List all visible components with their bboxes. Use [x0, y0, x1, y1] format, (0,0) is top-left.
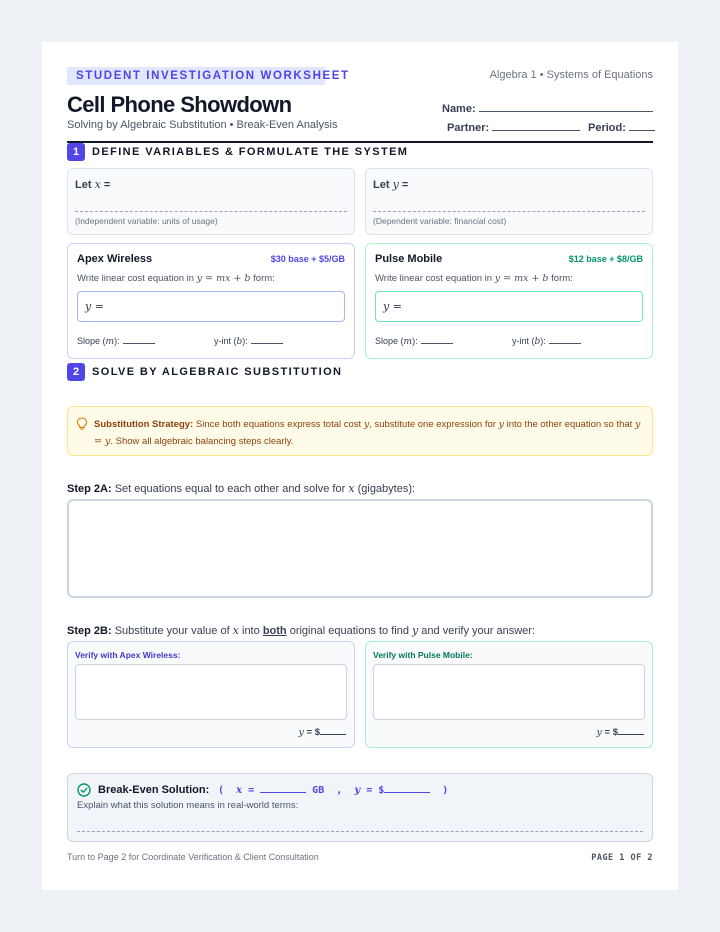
pulse-slope-var: m	[403, 337, 413, 347]
worksheet-page	[42, 42, 678, 890]
period-field[interactable]	[588, 120, 655, 134]
step-2a-label	[67, 482, 415, 495]
section-2-title: SOLVE BY ALGEBRAIC SUBSTITUTION	[92, 366, 343, 378]
period-blank[interactable]	[629, 120, 655, 131]
pulse-slope-suffix: ):	[412, 336, 418, 346]
step-2a-text: Set equations equal to each other and solve for	[114, 483, 346, 495]
let-x-suffix: =	[103, 179, 111, 191]
let-x-label	[75, 178, 110, 191]
verify-pulse-blank[interactable]	[618, 726, 644, 735]
apex-plan-name: Apex Wireless	[77, 253, 153, 265]
let-y-prefix: Let	[373, 179, 390, 191]
result-y-var: y	[354, 785, 361, 796]
worksheet-tag: STUDENT INVESTIGATION WORKSHEET	[67, 67, 325, 85]
apex-instr-prefix: Write linear cost equation in	[77, 273, 195, 284]
apex-yint-suffix: ):	[242, 336, 248, 346]
section-1-number: 1	[67, 143, 85, 161]
period-label: Period:	[588, 122, 626, 134]
result-x-unit: GB	[312, 785, 325, 796]
tip-label: Substitution Strategy:	[94, 419, 194, 430]
verify-apex-result[interactable]	[299, 726, 347, 738]
result-x-blank[interactable]	[260, 784, 306, 793]
result-open-paren: (	[218, 785, 225, 796]
tip-formula: y = y	[94, 419, 641, 447]
pulse-instr-suffix: form:	[551, 273, 573, 284]
verify-pulse-work-area[interactable]	[373, 664, 645, 720]
verify-apex-card	[67, 641, 355, 748]
course-label: Algebra 1 • Systems of Equations	[489, 69, 653, 81]
verify-apex-blank[interactable]	[320, 726, 346, 735]
apex-slope-suffix: ):	[114, 336, 120, 346]
apex-plan-rate: $30 base + $5/GB	[270, 254, 345, 264]
let-x-prefix: Let	[75, 179, 92, 191]
step-2b-var-2: y	[412, 624, 419, 637]
verify-pulse-y-eq: = $	[604, 727, 618, 738]
apex-instr-formula: y = mx + b	[196, 273, 251, 284]
apex-yint-blank[interactable]	[251, 336, 283, 344]
verify-pulse-result[interactable]	[597, 726, 645, 738]
step-2b-emphasis: both	[262, 625, 287, 637]
lightbulb-icon	[76, 417, 88, 431]
verify-pulse-card	[365, 641, 653, 748]
apex-instruction	[77, 273, 275, 284]
result-x-var: x	[236, 785, 243, 796]
pulse-yint-var: b	[534, 337, 541, 347]
pulse-slope-blank[interactable]	[421, 336, 453, 344]
apex-slope-prefix: Slope (	[77, 336, 106, 346]
let-y-line	[373, 211, 645, 212]
let-y-box[interactable]	[365, 168, 653, 235]
name-blank[interactable]	[479, 101, 653, 112]
step-2b-tag: Step 2B:	[67, 625, 112, 637]
tip-var-1: y	[363, 419, 370, 430]
name-label: Name:	[442, 103, 476, 115]
verify-pulse-y-var: y	[596, 727, 602, 738]
tip-text-4: . Show all algebraic balancing steps clearly.	[110, 436, 294, 447]
footer-note: Turn to Page 2 for Coordinate Verification & Client Consultation	[67, 852, 319, 862]
pulse-equation-input[interactable]	[375, 291, 643, 322]
pulse-equation-label: y =	[383, 300, 402, 313]
apex-yint-var: b	[236, 337, 243, 347]
page-number: PAGE 1 OF 2	[591, 853, 653, 863]
result-x-eq: =	[248, 785, 255, 796]
apex-slope-field[interactable]	[77, 336, 155, 347]
apex-equation-input[interactable]	[77, 291, 345, 322]
pulse-plan-card	[365, 243, 653, 359]
page-title: Cell Phone Showdown	[67, 92, 292, 117]
pulse-slope-field[interactable]	[375, 336, 453, 347]
pulse-instruction	[375, 273, 573, 284]
result-coordinate[interactable]	[218, 784, 448, 796]
partner-label: Partner:	[447, 122, 490, 134]
apex-plan-card	[67, 243, 355, 359]
result-y-eq: = $	[366, 785, 385, 796]
step-2a-var: x	[348, 482, 355, 495]
let-x-line	[75, 211, 347, 212]
check-circle-icon	[77, 783, 91, 797]
pulse-instr-formula: y = mx + b	[494, 273, 549, 284]
step-2b-text-1: Substitute your value of	[114, 625, 230, 637]
pulse-yint-blank[interactable]	[549, 336, 581, 344]
apex-equation-label: y =	[85, 300, 104, 313]
step-2b-text-2: into	[242, 625, 260, 637]
page-subtitle: Solving by Algebraic Substitution • Break-Even Analysis	[67, 119, 338, 131]
partner-blank[interactable]	[492, 120, 580, 131]
verify-pulse-label: Verify with Pulse Mobile:	[373, 650, 473, 660]
step-2a-suffix: (gigabytes):	[357, 483, 416, 495]
step-2b-label	[67, 624, 535, 637]
header-divider	[67, 141, 653, 143]
step-2b-text-4: and verify your answer:	[421, 625, 536, 637]
tip-var-2: y	[498, 419, 504, 430]
pulse-plan-rate: $12 base + $8/GB	[568, 254, 643, 264]
pulse-yint-prefix: y-int (	[512, 336, 535, 346]
verify-apex-y-eq: = $	[306, 727, 320, 738]
step-2b-text-3: original equations to find	[289, 625, 409, 637]
section-2-number: 2	[67, 363, 85, 381]
result-y-blank[interactable]	[384, 784, 430, 793]
step-2a-tag: Step 2A:	[67, 483, 112, 495]
let-x-var: x	[94, 178, 101, 191]
substitution-tip	[67, 406, 653, 456]
partner-field[interactable]	[447, 120, 580, 134]
pulse-yint-suffix: ):	[540, 336, 546, 346]
let-y-var: y	[392, 178, 399, 191]
pulse-plan-name: Pulse Mobile	[375, 253, 443, 265]
pulse-slope-prefix: Slope (	[375, 336, 404, 346]
apex-slope-blank[interactable]	[123, 336, 155, 344]
step-2a-work-area[interactable]	[67, 499, 653, 598]
tip-text-2: , substitute one expression for	[369, 419, 496, 430]
name-field[interactable]	[442, 101, 653, 115]
tip-text-1: Since both equations express total cost	[195, 419, 362, 430]
let-y-suffix: =	[401, 179, 409, 191]
result-instruction: Explain what this solution means in real-world terms:	[77, 800, 299, 811]
verify-apex-y-var: y	[298, 727, 304, 738]
pulse-instr-prefix: Write linear cost equation in	[375, 273, 493, 284]
tip-text	[94, 416, 644, 450]
let-y-label	[373, 178, 408, 191]
let-x-box[interactable]	[67, 168, 355, 235]
verify-apex-work-area[interactable]	[75, 664, 347, 720]
result-close-paren: )	[442, 785, 449, 796]
break-even-solution-box	[67, 773, 653, 842]
result-answer-line[interactable]	[77, 831, 643, 832]
apex-yint-prefix: y-int (	[214, 336, 237, 346]
let-y-hint: (Dependent variable: financial cost)	[373, 216, 507, 226]
result-title: Break-Even Solution:	[98, 784, 210, 796]
verify-apex-label: Verify with Apex Wireless:	[75, 650, 181, 660]
pulse-yint-field[interactable]	[512, 336, 581, 347]
apex-slope-var: m	[105, 337, 115, 347]
tip-text-3: into the other equation so that	[506, 419, 633, 430]
apex-yint-field[interactable]	[214, 336, 283, 347]
step-2b-var-1: x	[232, 624, 239, 637]
result-comma: ,	[336, 785, 343, 796]
let-x-hint: (Independent variable: units of usage)	[75, 216, 218, 226]
section-1-title: DEFINE VARIABLES & FORMULATE THE SYSTEM	[92, 146, 409, 158]
apex-instr-suffix: form:	[253, 273, 275, 284]
